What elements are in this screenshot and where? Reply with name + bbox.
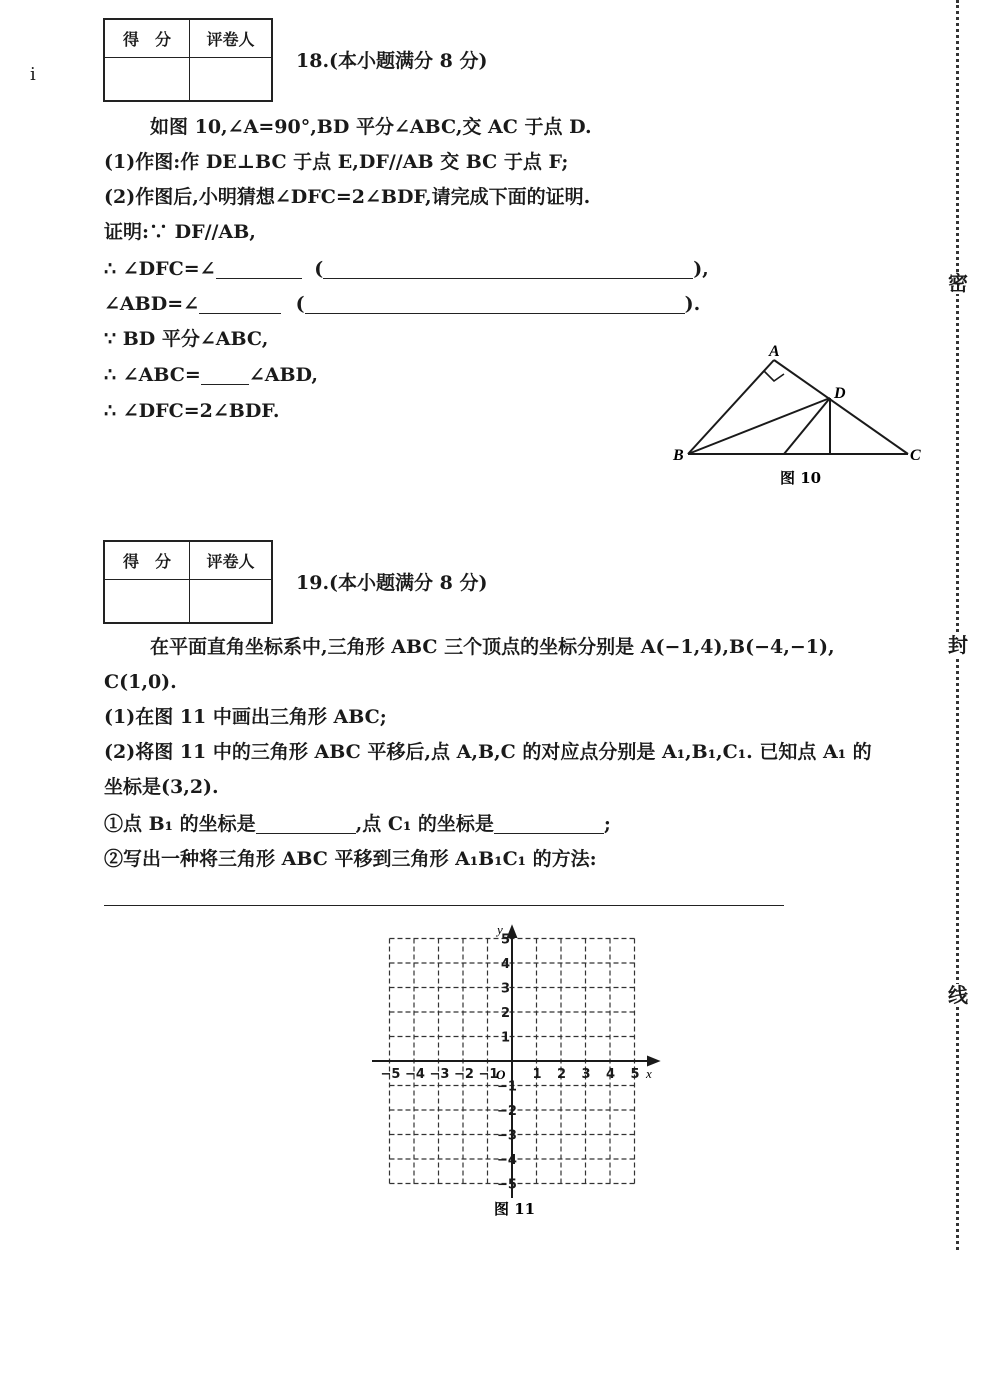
proof-line3-prefix: ∠ABD=∠ xyxy=(104,293,200,315)
label-c: C xyxy=(910,447,921,464)
q18-part1: (1)作图:作 DE⊥BC 于点 E,DF//AB 交 BC 于点 F; xyxy=(104,151,569,173)
q19-sub1 xyxy=(104,815,611,834)
sub1-mid: ,点 C₁ 的坐标是 xyxy=(355,813,494,835)
q18-proof-line2 xyxy=(104,260,709,279)
stray-mark: i xyxy=(30,64,36,85)
x-axis-arrow xyxy=(648,1057,658,1065)
proof-line3-suffix: ). xyxy=(684,293,701,315)
q18-proof-line5 xyxy=(104,366,318,385)
label-d: D xyxy=(834,385,846,402)
proof-line5-suffix: ∠ABD, xyxy=(248,364,318,386)
figure-10 xyxy=(660,336,930,496)
x-tick-label: 5 xyxy=(630,1067,640,1082)
score-header: 得 分 xyxy=(104,541,190,579)
grader-cell[interactable] xyxy=(190,57,273,101)
seal-char-xian: 线 xyxy=(948,983,968,1007)
q18-title: 18.(本小题满分 8 分) xyxy=(296,50,488,72)
q18-stem: 如图 10,∠A=90°,BD 平分∠ABC,交 AC 于点 D. xyxy=(150,116,592,138)
open-paren: ( xyxy=(295,293,305,315)
score-box-q18 xyxy=(103,18,273,102)
score-header: 得 分 xyxy=(104,19,190,57)
q19-title: 19.(本小题满分 8 分) xyxy=(296,572,488,594)
grader-header: 评卷人 xyxy=(190,541,273,579)
q19-stem-line2: C(1,0). xyxy=(104,671,177,693)
label-b: B xyxy=(673,447,684,464)
x-tick-label: −5 xyxy=(380,1067,401,1082)
score-cell[interactable] xyxy=(104,579,190,623)
x-tick-label: −1 xyxy=(478,1067,499,1082)
blank-c1-coord[interactable] xyxy=(494,815,604,834)
y-axis-label: y xyxy=(497,922,503,937)
blank-reason-1[interactable] xyxy=(323,260,693,279)
figure-11-caption: 图 11 xyxy=(494,1200,536,1218)
blank-coefficient[interactable] xyxy=(201,366,249,385)
side-ba xyxy=(688,360,774,454)
seal-char-feng: 封 xyxy=(948,633,968,657)
open-paren: ( xyxy=(314,258,324,280)
x-tick-label: −4 xyxy=(405,1067,425,1082)
blank-dfc-angle[interactable] xyxy=(216,260,302,279)
score-cell[interactable] xyxy=(104,57,190,101)
q18-proof-line6: ∴ ∠DFC=2∠BDF. xyxy=(104,400,280,422)
y-tick-label: −2 xyxy=(497,1104,517,1119)
x-tick-label: 3 xyxy=(581,1067,591,1082)
proof-line2-suffix: ), xyxy=(693,258,709,280)
q18-proof-line1: 证明:∵ DF//AB, xyxy=(104,221,256,243)
figure-11-grid[interactable] xyxy=(360,918,670,1223)
y-tick-label: 1 xyxy=(501,1030,511,1046)
y-tick-label: 5 xyxy=(501,932,511,948)
grader-header: 评卷人 xyxy=(190,19,273,57)
seal-dotted-line xyxy=(956,0,959,1250)
sub1-suffix: ; xyxy=(603,813,611,835)
x-tick-label: −3 xyxy=(429,1067,450,1082)
q19-part2-line2: 坐标是(3,2). xyxy=(104,776,219,798)
side-ac xyxy=(774,360,908,454)
y-tick-label: 2 xyxy=(501,1006,511,1021)
q19-part1: (1)在图 11 中画出三角形 ABC; xyxy=(104,706,387,728)
right-angle-mark xyxy=(764,371,784,381)
y-tick-label: 4 xyxy=(501,957,511,972)
proof-line2-prefix: ∴ ∠DFC=∠ xyxy=(104,258,216,280)
answer-line[interactable] xyxy=(104,905,784,906)
y-tick-label: 3 xyxy=(501,981,511,997)
score-box-q19 xyxy=(103,540,273,624)
grader-cell[interactable] xyxy=(190,579,273,623)
blank-reason-2[interactable] xyxy=(305,295,685,314)
blank-b1-coord[interactable] xyxy=(256,815,356,834)
x-tick-label: −2 xyxy=(454,1067,474,1082)
label-a: A xyxy=(769,343,780,360)
x-axis-label: x xyxy=(646,1066,652,1081)
x-tick-label: 1 xyxy=(532,1067,542,1082)
seal-char-mi: 密 xyxy=(948,271,968,295)
proof-line5-prefix: ∴ ∠ABC= xyxy=(104,364,201,386)
origin-label: O xyxy=(496,1067,506,1082)
x-tick-label: 4 xyxy=(606,1067,616,1082)
q18-part2: (2)作图后,小明猜想∠DFC=2∠BDF,请完成下面的证明. xyxy=(104,186,591,208)
blank-abd-angle[interactable] xyxy=(199,295,281,314)
figure-10-caption: 图 10 xyxy=(780,469,822,487)
q18-proof-line3 xyxy=(104,295,700,314)
y-tick-label: −5 xyxy=(497,1177,517,1193)
q19-sub2: ②写出一种将三角形 ABC 平移到三角形 A₁B₁C₁ 的方法: xyxy=(104,848,597,870)
q18-proof-line4: ∵ BD 平分∠ABC, xyxy=(104,328,269,350)
bisector-bd xyxy=(688,398,830,454)
q19-part2-line1: (2)将图 11 中的三角形 ABC 平移后,点 A,B,C 的对应点分别是 A₁,B₁,C₁. 已知点 A₁ 的 xyxy=(104,741,872,763)
y-tick-label: −3 xyxy=(497,1128,517,1144)
sub1-prefix: ①点 B₁ 的坐标是 xyxy=(104,813,256,835)
q19-stem-line1: 在平面直角坐标系中,三角形 ABC 三个顶点的坐标分别是 A(−1,4),B(−4,−1), xyxy=(150,636,835,658)
y-tick-label: −4 xyxy=(497,1153,517,1168)
x-tick-label: 2 xyxy=(557,1067,567,1082)
y-tick-label: −1 xyxy=(497,1079,517,1095)
